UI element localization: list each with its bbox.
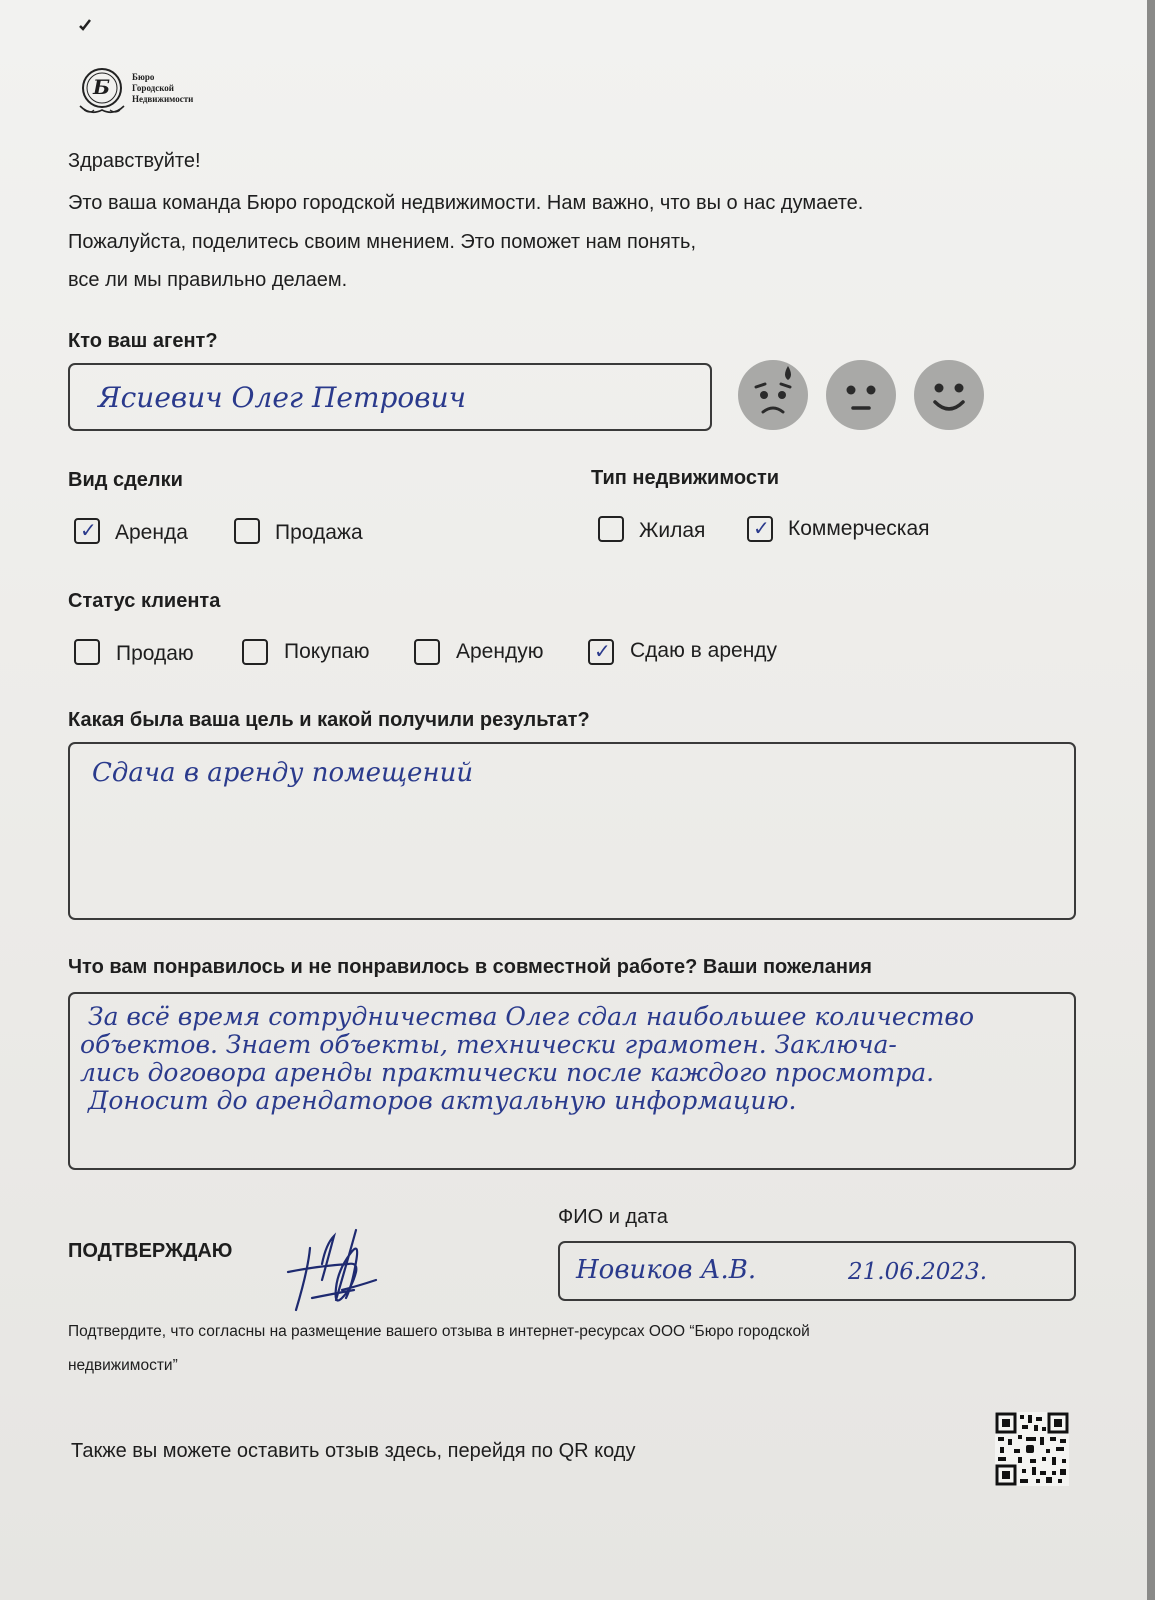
check-mark-icon: ✓ [80, 518, 97, 542]
qr-code-icon[interactable] [995, 1412, 1069, 1486]
checkbox-label: Коммерческая [788, 517, 930, 540]
agent-label: Кто ваш агент? [68, 330, 218, 352]
confirm-label: ПОДТВЕРЖДАЮ [68, 1240, 233, 1262]
feedback-field[interactable] [68, 992, 1076, 1170]
checkbox-label: Сдаю в аренду [630, 639, 778, 662]
property-type-label: Тип недвижимости [591, 467, 780, 489]
feedback-line-1: За всё время сотрудничества Олег сдал наибольшее количество [88, 1002, 975, 1031]
logo [74, 64, 214, 120]
checkbox-rent[interactable] [74, 518, 100, 544]
happy-face-icon[interactable] [914, 360, 984, 430]
checkbox-sale[interactable] [234, 518, 260, 544]
agent-value: Ясиевич Олег Петрович [98, 381, 467, 414]
checkbox-label: Аренда [115, 521, 188, 544]
feedback-line-3: лись договора аренды практически после каждого просмотра. [80, 1058, 935, 1087]
deal-type-label: Вид сделки [68, 469, 183, 491]
logo-line-1: Бюро [132, 72, 155, 82]
greeting: Здравствуйте! [68, 150, 201, 172]
fio-value: Новиков А.В. [576, 1255, 757, 1285]
checkbox-commercial[interactable] [747, 516, 773, 542]
fio-date-label: ФИО и дата [558, 1206, 668, 1228]
check-mark-icon: ✓ [594, 639, 611, 663]
neutral-face-icon[interactable] [826, 360, 896, 430]
sad-face-icon[interactable] [738, 360, 808, 430]
consent-line-2: недвижимости” [68, 1357, 178, 1374]
logo-line-3: Недвижимости [132, 94, 194, 104]
checkbox-residential[interactable] [598, 516, 624, 542]
checkbox-label: Покупаю [284, 640, 370, 663]
checkbox-label: Жилая [639, 519, 706, 542]
date-value: 21.06.2023. [848, 1259, 987, 1285]
checkbox-label: Продаю [116, 642, 194, 665]
fio-date-field[interactable] [558, 1241, 1076, 1301]
checkbox-label: Арендую [456, 640, 544, 663]
intro-line-3: все ли мы правильно делаем. [68, 269, 348, 291]
feedback-line-4: Доносит до арендаторов актуальную информацию. [88, 1086, 797, 1115]
checkbox-label: Продажа [275, 521, 363, 544]
pen-mark-icon [78, 18, 92, 32]
checkbox-renting[interactable] [414, 639, 440, 665]
checkbox-buying[interactable] [242, 639, 268, 665]
client-status-label: Статус клиента [68, 590, 221, 612]
logo-line-2: Городской [132, 83, 174, 93]
consent-line-1: Подтвердите, что согласны на размещение вашего отзыва в интернет-ресурсах ООО “Бюро городской [68, 1323, 810, 1340]
agent-field[interactable] [68, 363, 712, 431]
feedback-label: Что вам понравилось и не понравилось в совместной работе? Ваши пожелания [68, 956, 872, 978]
goal-value: Сдача в аренду помещений [92, 758, 474, 788]
intro-line-1: Это ваша команда Бюро городской недвижимости. Нам важно, что вы о нас думаете. [68, 192, 864, 214]
signature-icon [282, 1228, 394, 1314]
logo-letter: Б [93, 75, 111, 99]
feedback-line-2: объектов. Знает объекты, технически грамотен. Заключа- [80, 1030, 897, 1059]
checkbox-leasing-out[interactable] [588, 639, 614, 665]
checkbox-selling[interactable] [74, 639, 100, 665]
intro-line-2: Пожалуйста, поделитесь своим мнением. Это поможет нам понять, [68, 231, 697, 253]
goal-label: Какая была ваша цель и какой получили результат? [68, 709, 590, 731]
check-mark-icon: ✓ [753, 516, 770, 540]
qr-caption: Также вы можете оставить отзыв здесь, перейдя по QR коду [71, 1440, 636, 1462]
goal-field[interactable] [68, 742, 1076, 920]
